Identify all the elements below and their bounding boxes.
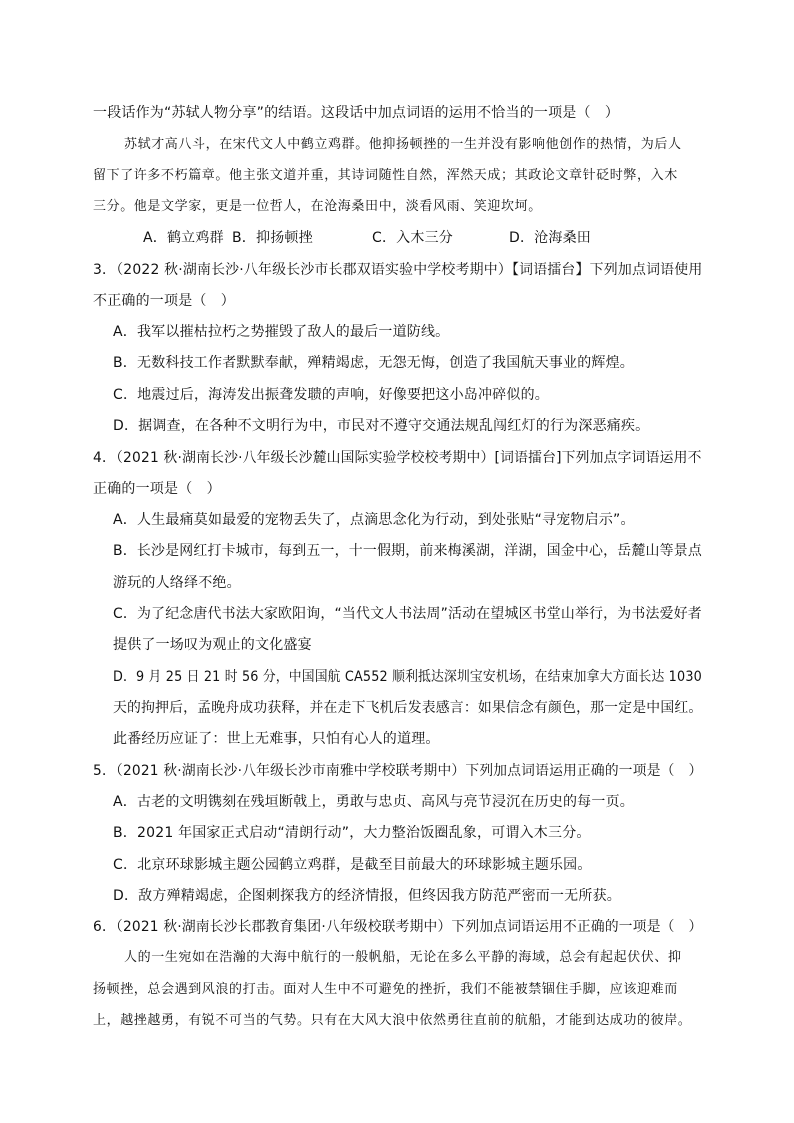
q4-option-b-line-1: B．长沙是网红打卡城市，每到五一，十一假期，前来梅溪湖，洋湖，国金中心，岳麓山等景点 <box>113 543 702 559</box>
q5-option-a: A．古老的文明镌刻在残垣断戟上，勇敢与忠贞、高风与亮节浸沉在历史的每一页。 <box>113 794 634 810</box>
q5-option-b: B．2021 年国家正式启动“清朗行动”，大力整治饭圈乱象，可谓入木三分。 <box>113 825 591 841</box>
q2-passage-line-2: 留下了许多不朽篇章。他主张文道并重，其诗词随性自然，浑然天成；其政论文章针砭时弊，入木 <box>93 168 678 183</box>
q4-option-b-line-2: 游玩的人络绎不绝。 <box>113 575 241 591</box>
q6-passage-line-1: 人的一生宛如在浩瀚的大海中航行的一般帆船，无论在多么平静的海域，总会有起起伏伏、抑 <box>124 950 682 965</box>
q2-stem: 一段话作为“苏轼人物分享”的结语。这段话中加点词语的运用不恰当的一项是（ ） <box>93 105 620 121</box>
q2-option-a: A．鹤立鸡群 <box>143 230 224 246</box>
q2-passage-line-1: 苏轼才高八斗，在宋代文人中鹤立鸡群。他抑扬顿挫的一生并没有影响他创作的热情，为后人 <box>124 137 682 152</box>
q4-option-c-line-1: C．为了纪念唐代书法大家欧阳询，“当代文人书法周”活动在望城区书堂山举行，为书法爱好者 <box>113 606 702 622</box>
q3-stem-line-1: 3．（2022 秋·湖南长沙·八年级长沙市长郡双语实验中学校考期中）【词语擂台】下列加点词语使用 <box>93 262 703 278</box>
q4-option-c-line-2: 提供了一场叹为观止的文化盛宴 <box>113 637 312 653</box>
q4-option-d-line-2: 天的拘押后，孟晚舟成功获释，并在走下飞机后发表感言：如果信念有颜色，那一定是中国红。 <box>113 700 703 716</box>
q5-stem: 5．（2021 秋·湖南长沙·八年级长沙市南雅中学校联考期中）下列加点词语运用正确的一项是（ ） <box>93 763 703 779</box>
q2-option-c: C．入木三分 <box>372 230 453 246</box>
q3-option-a: A．我军以摧枯拉朽之势摧毁了敌人的最后一道防线。 <box>113 324 450 340</box>
q4-option-d-line-3: 此番经历应证了：世上无难事，只怕有心人的道理。 <box>113 731 440 747</box>
q2-option-b: B．抑扬顿挫 <box>232 230 313 246</box>
q3-option-d: D．据调查，在各种不文明行为中，市民对不遵守交通法规乱闯红灯的行为深恶痛疾。 <box>113 418 650 434</box>
q6-passage-line-3: 上，越挫越勇，有锐不可当的气势。只有在大风大浪中依然勇往直前的航船，才能到达成功的彼岸。 <box>93 1013 692 1028</box>
q3-option-b: B．无数科技工作者默默奉献，殚精竭虑，无怨无悔，创造了我国航天事业的辉煌。 <box>113 355 635 371</box>
q4-option-d-line-1: D．9 月 25 日 21 时 56 分，中国国航 CA552 顺利抵达深圳宝安机场，在结束加拿大方面长达 1030 <box>113 669 702 685</box>
q4-stem-line-1: 4．（2021 秋·湖南长沙·八年级长沙麓山国际实验学校校考期中）[词语擂台]下列加点字词语运用不 <box>93 450 702 466</box>
q3-option-c: C．地震过后，海涛发出振聋发聩的声响，好像要把这小岛冲碎似的。 <box>113 387 549 403</box>
q2-option-d: D．沧海桑田 <box>509 230 591 246</box>
q4-option-a: A．人生最痛莫如最爱的宠物丢失了，点滴思念化为行动，到处张贴“寻宠物启示”。 <box>113 512 635 528</box>
q6-passage-line-2: 扬顿挫，总会遇到风浪的打击。面对人生中不可避免的挫折，我们不能被禁锢住手脚，应该迎难而 <box>93 982 678 997</box>
q4-stem-line-2: 正确的一项是（ ） <box>93 481 221 497</box>
q5-option-d: D．敌方殚精竭虑，企图刺探我方的经济情报，但终因我方防范严密而一无所获。 <box>113 888 621 904</box>
q2-passage-line-3: 三分。他是文学家，更是一位哲人，在沧海桑田中，淡看风雨、笑迎坎坷。 <box>93 199 542 214</box>
q5-option-c: C．北京环球影城主题公园鹤立鸡群，是截至目前最大的环球影城主题乐园。 <box>113 857 592 873</box>
q3-stem-line-2: 不正确的一项是（ ） <box>93 293 235 309</box>
q6-stem: 6．（2021 秋·湖南长沙长郡教育集团·八年级校联考期中）下列加点词语运用不正确的一项是（ ） <box>93 919 703 935</box>
